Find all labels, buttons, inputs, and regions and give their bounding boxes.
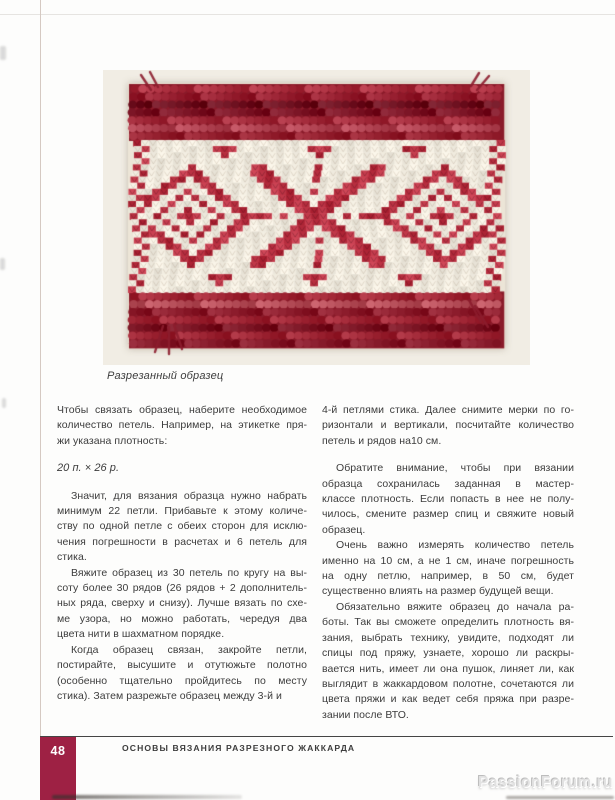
- text-line: Обязательно вяжите образец до начала ра-: [336, 600, 574, 613]
- swatch-image: [103, 70, 530, 365]
- text-line: 20 п. × 26 р.: [57, 462, 120, 475]
- page-number-badge: [40, 737, 76, 800]
- text-line: зания, выбрать технику, увидите, подходят ли: [322, 631, 574, 644]
- text-line: вается нить, имеет ли она пушок, линяет ли, как: [322, 662, 574, 675]
- scan-speck: [0, 46, 6, 60]
- text-line: чилось, смените размер спиц и свяжите новый: [322, 508, 574, 521]
- text-line: чения погрешности в расчетах и 6 петель для: [57, 535, 307, 548]
- paragraph: [57, 566, 307, 643]
- text-line: цвета нити в шахматном порядке.: [57, 628, 225, 641]
- text-line: 4-й петлями стика. Далее снимите мерки по го-: [322, 404, 574, 416]
- text-line: Когда образец связан, закройте петли,: [71, 643, 307, 656]
- text-line: постирайте, высушите и отутюжьте полотно: [57, 659, 307, 672]
- text-line: ству по одной петле с обеих сторон для исклю-: [57, 520, 307, 533]
- paragraph: [322, 600, 574, 723]
- text-line: Чтобы связать образец, наберите необходимое: [57, 404, 307, 416]
- text-line: образец.: [322, 523, 366, 536]
- page-edge-shadow: [506, 796, 614, 799]
- photo-caption: Разрезанный образец: [107, 370, 224, 382]
- footer-title: ОСНОВЫ ВЯЗАНИЯ РАЗРЕЗНОГО ЖАККАРДА: [122, 743, 356, 753]
- text-line: цвета пряжи и как ведет себя пряжа при разре-: [322, 693, 574, 706]
- text-line: ме узора, но можно работать, чередуя два: [57, 612, 307, 625]
- scan-speck: [0, 258, 5, 270]
- page-edge-shadow: [52, 795, 242, 799]
- text-line: выглядит в жаккардовом полотне, сочетаются ли: [322, 677, 574, 690]
- text-line: (особенно тщательно пройдитесь по месту: [57, 674, 307, 687]
- paragraph: [57, 403, 307, 449]
- paragraph: [57, 643, 307, 705]
- watermark: PassionForum.ru: [478, 774, 613, 791]
- text-line: ных ряда, сверху и снизу). Лучше вязать по схе-: [57, 597, 307, 610]
- text-line: образца сохранилась заданная в мастер-: [322, 477, 574, 490]
- text-line: Вяжите образец из 30 петель по кругу на вы-: [71, 566, 307, 579]
- text-line: минимум 22 петли. Прибавьте к этому количе-: [57, 505, 307, 518]
- footer-rule: [40, 736, 613, 737]
- text-line: спицы под пряжу, узнаете, хорошо ли раскры-: [322, 647, 574, 660]
- margin-rule: [40, 0, 41, 737]
- text-line: существенно влиять на размер будущей вещи.: [322, 585, 554, 598]
- text-column-right: [322, 403, 574, 723]
- text-line: Очень важно измерять количество петель: [336, 539, 574, 552]
- text-line: ризонтали и вертикали, посчитайте количество: [322, 419, 574, 432]
- scan-artifact-line: [0, 14, 615, 15]
- text-line: жи указана плотность:: [57, 434, 168, 447]
- text-line: зании после ВТО.: [322, 708, 409, 721]
- text-line: боты. Так вы сможете определить плотность вя-: [322, 616, 574, 629]
- page-number: 48: [50, 744, 66, 758]
- scan-speck: [2, 398, 6, 408]
- text-line: петель и рядов на10 см.: [322, 434, 442, 447]
- knitted-swatch-photo: [103, 70, 530, 365]
- paragraph: [322, 403, 574, 449]
- text-column-left: [57, 403, 307, 704]
- paragraph: [322, 538, 574, 600]
- paragraph: [322, 461, 574, 538]
- text-line: на одну петлю, например, в 50 см, будет: [322, 570, 574, 583]
- gauge-line: [57, 461, 307, 476]
- paragraph: [57, 489, 307, 566]
- text-line: именно на 10 см, а не 1 см, иначе погрешность: [322, 554, 574, 567]
- text-line: стика.: [57, 551, 87, 564]
- text-line: количество петель. Например, на этикетке пря-: [57, 419, 307, 432]
- text-line: Обратите внимание, чтобы при вязании: [336, 462, 574, 475]
- text-line: Значит, для вязания образца нужно набрать: [71, 489, 307, 502]
- text-line: соту более 30 рядов (26 рядов + 2 дополнитель-: [57, 582, 307, 595]
- text-line: стика). Затем разрежьте образец между 3-й и: [57, 689, 282, 702]
- text-line: классе плотность. Если попасть в нее не полу-: [322, 493, 574, 506]
